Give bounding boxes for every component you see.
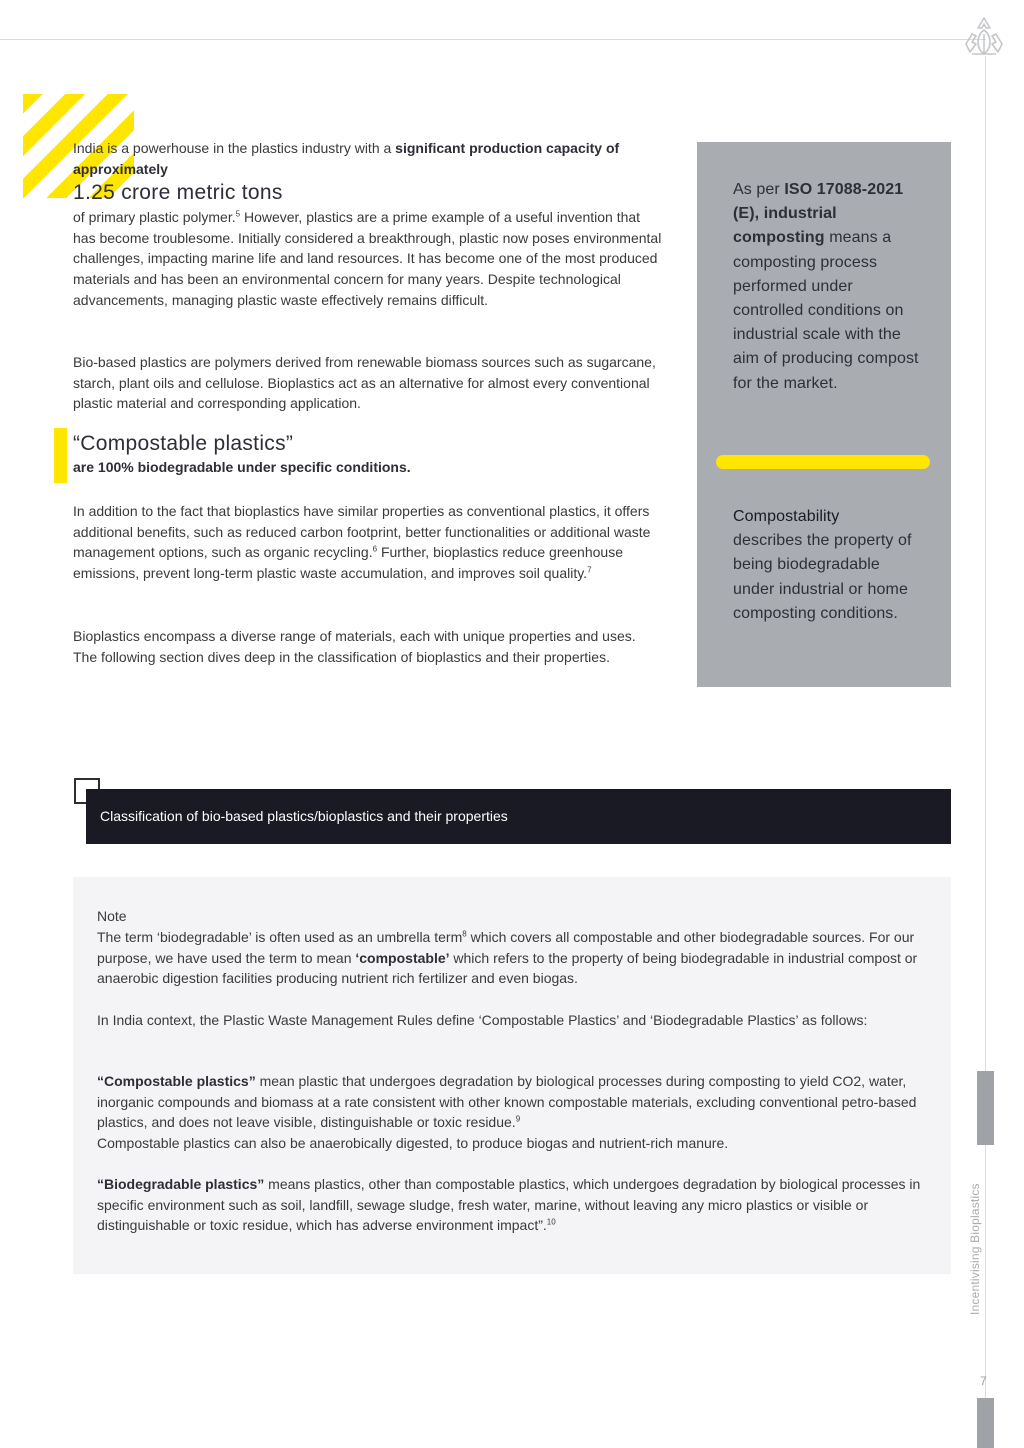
note-paragraph-2: In India context, the Plastic Waste Management Rules define ‘Compostable Plastics’ and ‘Biodegradable Plastics’ as follows: xyxy=(97,1012,868,1028)
note-paragraph-4: “Biodegradable plastics” means plastics, other than compostable plastics, which undergoes degradation by biological processes in specific environment such as soil, landfill, sewage sludge, fresh water, marine, without leaving any micro plastics or visible or distinguishable or toxic residue, which has adverse environment impact”.$^{10}$ xyxy=(97,1176,921,1234)
compostability-definition: Compostability describes the property of being biodegradable under industrial or home composting conditions. xyxy=(733,508,912,622)
intro-lead-emphasis: significant production capacity of approximately xyxy=(73,140,620,177)
materials-paragraph: Bioplastics encompass a diverse range of materials, each with unique properties and uses. The following section dives deep in the classification of bioplastics and their properties. xyxy=(73,628,636,665)
intro-lead: India is a powerhouse in the plastics industry with a significant production capacity of approximately xyxy=(73,140,620,177)
document-running-title: Incentivising Bioplastics xyxy=(968,1183,982,1315)
footnote-ref: 7 xyxy=(587,565,592,575)
iso-definition: As per ISO 17088-2021 (E), industrial composting means a composting process performed under controlled conditions on industrial scale with the aim of producing compost for the market. xyxy=(733,181,919,392)
intro-paragraph: of primary plastic polymer.$^5$ However, plastics are a prime example of a useful invention that has become troublesome. Initially considered a breakthrough, plastic now poses environmental challenges, impacting marine life and land resources. It has become one of the most produced materials and has been an environmental concern for many years. Despite technological advancements, managing plastic waste effectively remains difficult. xyxy=(73,209,662,308)
compostable-plastics-term: “Compostable plastics” xyxy=(97,1073,256,1089)
iso-standard-name: ISO 17088-2021 (E), industrial composting xyxy=(733,181,904,247)
side-tab-marker xyxy=(977,1071,994,1145)
recycle-leaf-logo-icon xyxy=(958,14,1010,62)
footnote-ref: 9 xyxy=(515,1114,521,1124)
page-number: 7 xyxy=(980,1374,987,1388)
box-divider xyxy=(716,455,930,469)
footnote-ref: 8 xyxy=(462,929,467,939)
top-divider xyxy=(0,39,986,40)
highlight-subtitle: are 100% biodegradable under specific conditions. xyxy=(73,459,411,475)
side-page-marker xyxy=(977,1398,994,1448)
production-stat: 1.25 crore metric tons xyxy=(73,181,283,204)
biodegradable-plastics-term: “Biodegradable plastics” xyxy=(97,1176,265,1192)
benefits-paragraph: In addition to the fact that bioplastics have similar properties as conventional plastics, it offers additional benefits, such as reduced carbon footprint, better functionalities or additional waste management options, such as organic recycling.$^6$ Further, bioplastics reduce greenhouse emissions, prevent long-term plastic waste accumulation, and improves soil quality.$^7$ xyxy=(73,503,651,582)
compostable-term: ‘compostable’ xyxy=(355,949,450,966)
footnote-ref: 10 xyxy=(546,1217,556,1227)
bio-based-paragraph: Bio-based plastics are polymers derived from renewable biomass sources such as sugarcane, starch, plant oils and cellulose. Bioplastics act as an alternative for almost every conventional plastic material and corresponding application. xyxy=(73,354,656,412)
highlight-title: “Compostable plastics” xyxy=(73,432,294,455)
footnote-ref: 5 xyxy=(235,209,241,219)
section-header: Classification of bio-based plastics/bioplastics and their properties xyxy=(86,789,951,844)
highlight-bar xyxy=(54,428,67,483)
footnote-ref: 6 xyxy=(372,544,378,554)
note-label: Note xyxy=(97,908,127,924)
note-paragraph-3: “Compostable plastics” mean plastic that undergoes degradation by biological processes during composting to yield CO2, water, inorganic compounds and biomass at a rate consistent with other known compostable materials, excluding conventional petro-based plastics, and does not leave visible, distinguishable or toxic residue.$^9$ Compostable plastics can also be anaerobically digested, to produce biogas and nutrient-rich manure. xyxy=(97,1073,917,1152)
note-paragraph-1: The term ‘biodegradable’ is often used as an umbrella term$^8$ which covers all compostable and other biodegradable sources. For our purpose, we have used the term to mean ‘compostable’ which refers to the property of being biodegradable in industrial compost or anaerobic digestion facilities producing nutrient rich fertilizer and even biogas. xyxy=(97,929,918,987)
compostability-title: Compostability xyxy=(733,508,840,525)
